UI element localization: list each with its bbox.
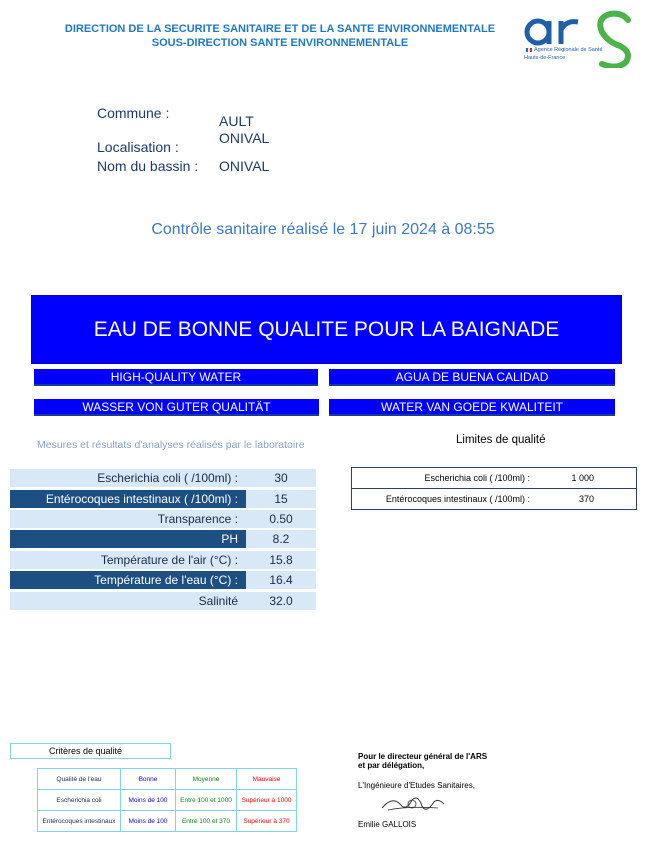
commune-label: Commune : [97,105,170,121]
signature-line2: et par délégation, [358,761,425,770]
result-value: 16.4 [246,571,316,589]
header-subdirection: SOUS-DIRECTION SANTE ENVIRONNEMENTALE [151,37,409,49]
localisation-label: Localisation : [97,139,179,155]
quality-verdict-banner: EAU DE BONNE QUALITE POUR LA BAIGNADE [31,295,622,364]
criteria-header: Qualité de l'eau [38,769,121,790]
criteria-cell: Supérieur à 370 [237,811,297,832]
bassin-value: ONIVAL [219,158,270,174]
result-row-water-temp [10,571,316,589]
verdict-nl: WATER VAN GOEDE KWALITEIT [329,399,615,416]
limits-title: Limites de qualité [456,434,546,446]
criteria-cell: Entre 100 et 1000 [176,790,237,811]
result-value: 32.0 [246,592,316,610]
criteria-cell: Entérocoques intestinaux [38,811,121,832]
result-label: Transparence : [10,510,246,528]
limit-label: Entérocoques intestinaux ( /100ml) : [385,494,530,504]
result-row-salinity [10,592,316,610]
verdict-en: HIGH-QUALITY WATER [34,369,318,386]
result-value: 15.8 [246,551,316,569]
limit-value: 370 [578,494,594,504]
result-label: PH [10,530,246,548]
result-label: Température de l'eau (°C) : [10,571,246,589]
result-label: Température de l'air (°C) : [10,551,246,569]
result-label: Escherichia coli ( /100ml) : [10,469,246,487]
result-label: Salinité [10,592,246,610]
limit-label: Escherichia coli ( /100ml) : [424,473,530,483]
result-row-enterocoques [10,490,316,508]
result-row-ph [10,530,316,548]
limit-row-ecoli [352,468,636,489]
criteria-cell: Entre 100 et 370 [176,811,237,832]
results-title: Mesures et résultats d'analyses réalisés par le laboratoire [37,439,305,451]
criteria-table [37,768,297,832]
commune-value: AULT [219,113,254,129]
criteria-cell: Moins de 100 [121,811,176,832]
criteria-header: Mauvaise [237,769,297,790]
result-row-ecoli [10,469,316,487]
criteria-row-enterocoques [38,811,297,832]
criteria-cell: Moins de 100 [121,790,176,811]
bassin-label: Nom du bassin : [97,158,199,174]
result-row-transparence [10,510,316,528]
quality-limits-box [351,467,637,510]
signature-title: L'Ingénieure d'Etudes Sanitaires, [358,781,475,790]
limit-value: 1 000 [571,473,594,483]
logo-region: Hauts-de-France [524,55,566,61]
verdict-es: AGUA DE BUENA CALIDAD [329,369,615,386]
criteria-row-ecoli [38,790,297,811]
verdict-de: WASSER VON GUTER QUALITÄT [34,399,319,416]
signature-name: Emilie GALLOIS [358,820,417,829]
ars-logo [524,8,636,68]
localisation-value: ONIVAL [219,130,270,146]
result-value: 15 [246,490,316,508]
header-direction: DIRECTION DE LA SECURITE SANITAIRE ET DE LA SANTE ENVIRONNEMENTALE [64,23,496,35]
result-row-air-temp [10,551,316,569]
result-value: 8.2 [246,530,316,548]
criteria-header: Bonne [121,769,176,790]
result-value: 0.50 [246,510,316,528]
logo-agency: Agence Régionale de Santé [534,47,603,53]
signature-line1: Pour le directeur général de l'ARS [358,752,488,761]
criteria-title: Critères de qualité [10,743,171,759]
handwritten-signature [378,792,448,816]
result-value: 30 [246,469,316,487]
criteria-header: Moyenne [176,769,237,790]
limit-row-enterocoques [352,489,636,510]
result-label: Entérocoques intestinaux ( /100ml) : [10,490,246,508]
control-date: Contrôle sanitaire réalisé le 17 juin 2024 à 08:55 [151,221,495,238]
criteria-cell: Supérieur à 1000 [237,790,297,811]
criteria-header-row [38,769,297,790]
criteria-cell: Escherichia coli [38,790,121,811]
